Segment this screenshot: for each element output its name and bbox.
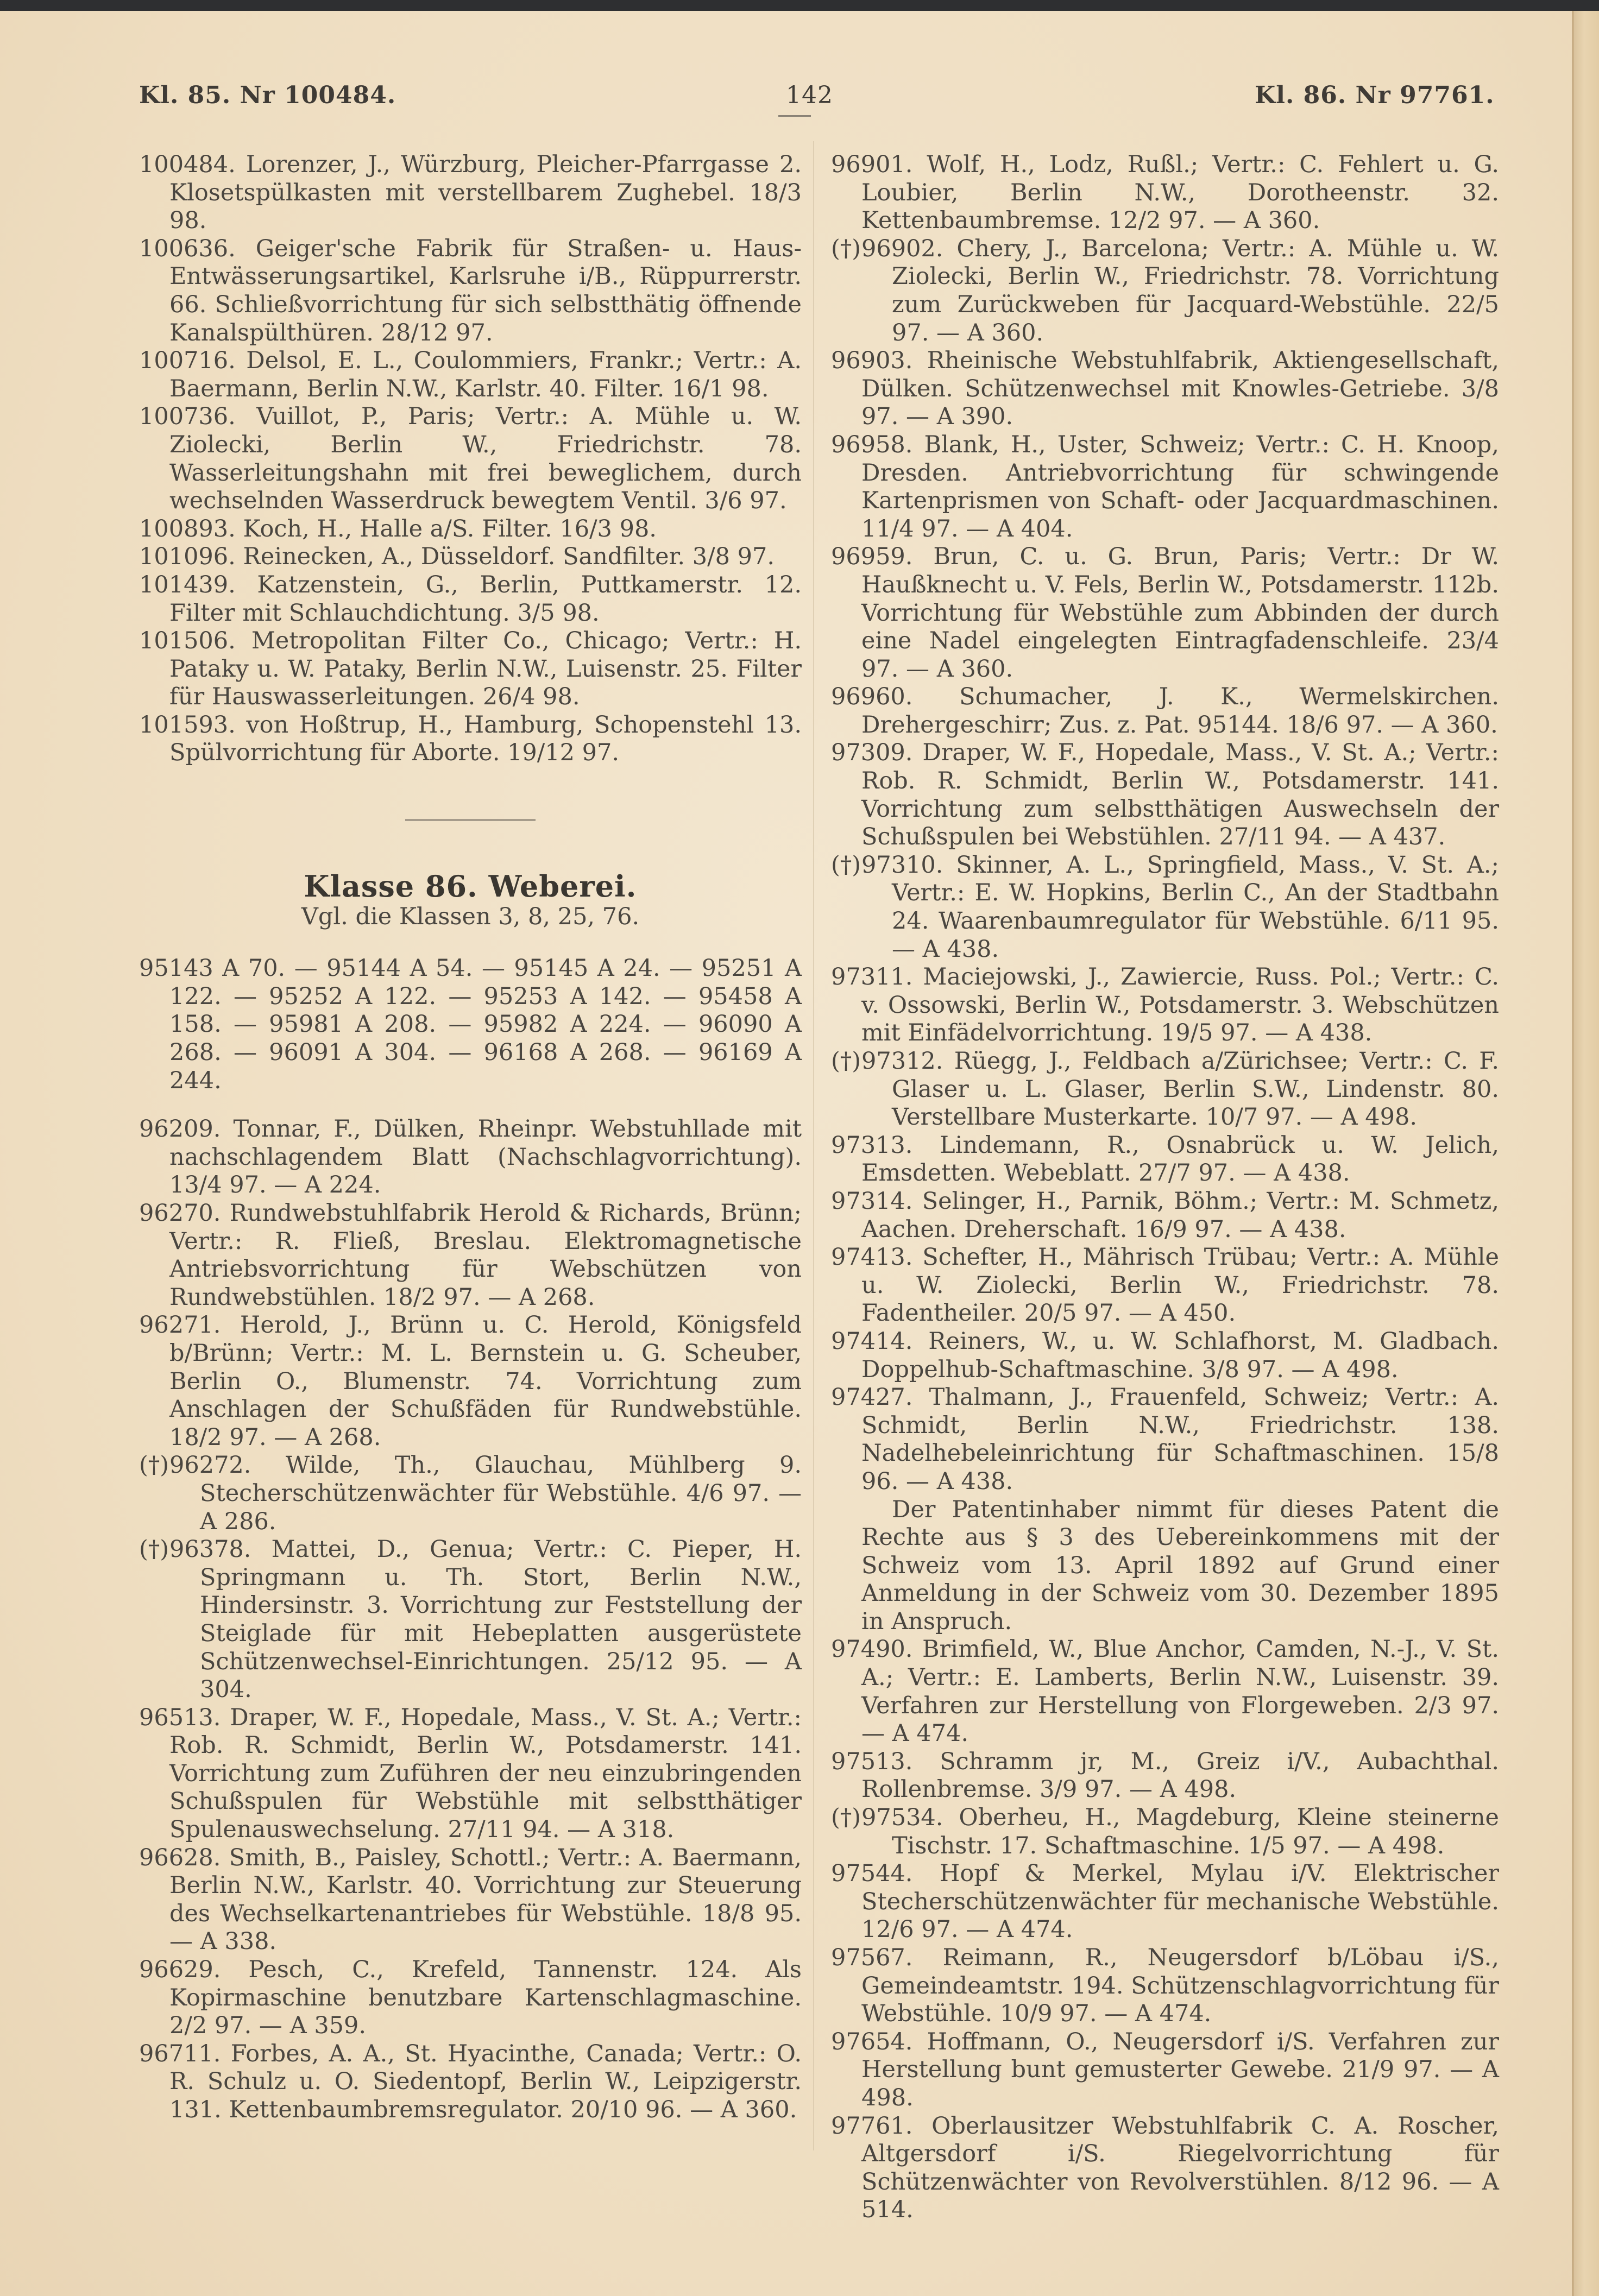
patent-description: Draper, W. F., Hopedale, Mass., V. St. A.; Vertr.: Rob. R. Schmidt, Berlin W., Potsdamerstr. 141. Vorrichtung zum selbstthätigen Auswechseln der Schußspulen bei Webstühlen. 27/11 94. — A 437. bbox=[861, 739, 1499, 851]
patent-number: 100893. bbox=[139, 515, 236, 543]
patent-description: Chery, J., Barcelona; Vertr.: A. Mühle u. W. Ziolecki, Berlin W., Friedrichstr. 78. Vorrichtung zum Zurückweben für Jacquard-Webstühle. 22/5 97. — A 360. bbox=[892, 235, 1499, 346]
patent-number: 96902. bbox=[861, 235, 943, 262]
patent-description: Oberlausitzer Webstuhlfabrik C. A. Roscher, Altgersdorf i/S. Riegelvorrichtung für Schützenwächter von Revolverstühlen. 8/12 96. — A 514. bbox=[861, 2112, 1499, 2224]
patent-entry bbox=[139, 347, 802, 403]
patent-number: 100484. bbox=[139, 151, 236, 178]
patent-entry: (†)97310. Skinner, A. L., Springfield, Mass., V. St. A.; Vertr.: E. W. Hopkins, Berlin C., An der Stadtbahn 24. Waarenbaumregulator für Webstühle. 6/11 95. — A 438. bbox=[831, 851, 1500, 963]
patent-note: Der Patentinhaber nimmt für dieses Patent die Rechte aus § 3 des Uebereinkommens mit der Schweiz vom 13. April 1892 auf Grund einer Anmeldung in der Schweiz vom 30. Dezember 1895 in Anspruch. bbox=[861, 1496, 1499, 1635]
patent-description: Rheinische Webstuhlfabrik, Aktiengesellschaft, Dülken. Schützenwechsel mit Knowles-Getriebe. 3/8 97. — A 390. bbox=[861, 347, 1499, 431]
section-title: Klasse 86. Weberei. bbox=[304, 869, 637, 904]
patent-entry bbox=[139, 571, 802, 627]
patent-number: 97427. bbox=[831, 1384, 913, 1411]
patent-description: Smith, B., Paisley, Schottl.; Vertr.: A. Baermann, Berlin N.W., Karlstr. 40. Vorrichtung zur Steuerung des Wechselkartenantriebes für Webstühle. 18/8 95. — A 338. bbox=[169, 1844, 802, 1956]
patent-description: Herold, J., Brünn u. C. Herold, Königsfeld b/Brünn; Vertr.: M. L. Bernstein u. G. Scheuber, Berlin O., Blumenstr. 74. Vorrichtung zum Anschlagen der Schußfäden für Rundwebstühle. 18/2 97. — A 268. bbox=[169, 1311, 802, 1451]
patent-number: 97414. bbox=[831, 1327, 913, 1355]
patent-entry bbox=[139, 515, 802, 544]
patent-entry bbox=[831, 1636, 1499, 1748]
patent-number: 96958. bbox=[831, 431, 913, 458]
patent-description: Metropolitan Filter Co., Chicago; Vertr.: H. Pataky u. W. Pataky, Berlin N.W., Luisenstr. 25. Filter für Hauswasserleitungen. 26/4 98. bbox=[169, 627, 802, 711]
patent-number: 96711. bbox=[139, 2040, 221, 2067]
patent-number: 97312. bbox=[861, 1048, 943, 1075]
patent-number: 97567. bbox=[831, 1944, 913, 1971]
running-header-left: Kl. 85. Nr 100484. bbox=[139, 81, 396, 109]
patent-number: 101506. bbox=[139, 627, 236, 655]
patent-entry bbox=[139, 1956, 802, 2040]
running-header-right: Kl. 86. Nr 97761. bbox=[1255, 81, 1495, 109]
patent-description: Pesch, C., Krefeld, Tannenstr. 124. Als Kopirmaschine benutzbare Kartenschlagmaschine. 2/2 97. — A 359. bbox=[169, 1956, 802, 2040]
patent-entry bbox=[831, 151, 1499, 235]
class-86-entries-right-after-note bbox=[831, 1636, 1499, 2224]
patent-description: Lorenzer, J., Würzburg, Pleicher-Pfarrgasse 2. Klosetspülkasten mit verstellbarem Zughebel. 18/3 98. bbox=[169, 151, 802, 235]
patent-entry bbox=[139, 711, 802, 767]
patent-number: 97313. bbox=[831, 1131, 913, 1159]
patent-entry: (†)96272. Wilde, Th., Glauchau, Mühlberg 9. Stecherschützenwächter für Webstühle. 4/6 97. — A 286. bbox=[139, 1452, 802, 1535]
class-85-entries bbox=[139, 151, 802, 767]
patent-description: Tonnar, F., Dülken, Rheinpr. Webstuhllade mit nachschlagendem Blatt (Nachschlagvorrichtung). 13/4 97. — A 224. bbox=[169, 1115, 802, 1199]
patent-description: Reiners, W., u. W. Schlafhorst, M. Gladbach. Doppelhub-Schaftmaschine. 3/8 97. — A 498. bbox=[861, 1327, 1499, 1383]
patent-number: 96959. bbox=[831, 543, 913, 571]
patent-number: 96209. bbox=[139, 1115, 221, 1143]
patent-number: 96272. bbox=[169, 1452, 251, 1479]
patent-number: 97310. bbox=[861, 851, 943, 879]
patent-entry bbox=[831, 347, 1499, 431]
patent-entry: (†)97312. Rüegg, J., Feldbach a/Zürichsee; Vertr.: C. F. Glaser u. L. Glaser, Berlin S.W., Lindenstr. 80. Verstellbare Musterkarte. 10/7 97. — A 498. bbox=[831, 1048, 1500, 1131]
column-divider bbox=[813, 141, 814, 2150]
patent-description: Skinner, A. L., Springfield, Mass., V. St. A.; Vertr.: E. W. Hopkins, Berlin C., An der Stadtbahn 24. Waarenbaumregulator für Webstühle. 6/11 95. — A 438. bbox=[892, 851, 1500, 963]
patent-entry bbox=[831, 431, 1499, 543]
section-divider bbox=[405, 819, 536, 821]
patent-number: 97490. bbox=[831, 1636, 913, 1663]
patent-description: Hopf & Merkel, Mylau i/V. Elektrischer Stecherschützenwächter für mechanische Webstühle. 12/6 97. — A 474. bbox=[861, 1860, 1499, 1944]
patent-entry bbox=[139, 2040, 802, 2124]
patent-entry bbox=[831, 683, 1499, 739]
patent-description: Katzenstein, G., Berlin, Puttkamerstr. 12. Filter mit Schlauchdichtung. 3/5 98. bbox=[169, 571, 802, 627]
patent-number: 101439. bbox=[139, 571, 236, 598]
page-number: 142 bbox=[786, 81, 833, 109]
patent-entry: (†)96902. Chery, J., Barcelona; Vertr.: A. Mühle u. W. Ziolecki, Berlin W., Friedrichstr. 78. Vorrichtung zum Zurückweben für Jacquard-Webstühle. 22/5 97. — A 360. bbox=[831, 235, 1499, 346]
patent-entry bbox=[831, 739, 1499, 851]
page-number-rule bbox=[778, 115, 811, 117]
patent-entry bbox=[139, 627, 802, 711]
patent-description: Geiger'sche Fabrik für Straßen- u. Haus-Entwässerungsartikel, Karlsruhe i/B., Rüppurrerstr. 66. Schließvorrichtung für sich selbstthätig öffnende Kanalspülthüren. 28/12 97. bbox=[169, 235, 802, 346]
left-column bbox=[139, 151, 802, 2124]
patent-entry bbox=[139, 403, 802, 515]
class-86-entries-left bbox=[139, 1115, 802, 2124]
patent-entry bbox=[139, 1844, 802, 1956]
patent-description: Delsol, E. L., Coulommiers, Frankr.; Vertr.: A. Baermann, Berlin N.W., Karlstr. 40. Filter. 16/1 98. bbox=[169, 347, 802, 402]
patent-number: 97654. bbox=[831, 2028, 913, 2055]
patent-description: Schramm jr, M., Greiz i/V., Aubachthal. Rollenbremse. 3/9 97. — A 498. bbox=[861, 1748, 1499, 1803]
patent-number: 96378. bbox=[169, 1536, 251, 1563]
section-references: 95143 A 70. — 95144 A 54. — 95145 A 24. — 95251 A 122. — 95252 A 122. — 95253 A 142. — 95458 A 158. — 95981 A 208. — 95982 A 224. — 96090 A 268. — 96091 A 304. — 96168 A 268. — 96169 A 244. bbox=[139, 955, 802, 1094]
patent-entry bbox=[831, 963, 1499, 1048]
patent-entry bbox=[139, 1115, 802, 1200]
patent-description: Schumacher, J. K., Wermelskirchen. Drehergeschirr; Zus. z. Pat. 95144. 18/6 97. — A 360. bbox=[861, 683, 1500, 739]
patent-description: Rundwebstuhlfabrik Herold & Richards, Brünn; Vertr.: R. Fließ, Breslau. Elektromagnetische Antriebsvorrichtung für Webschützen von Rundwebstühlen. 18/2 97. — A 268. bbox=[169, 1200, 802, 1311]
patent-description: Selinger, H., Parnik, Böhm.; Vertr.: M. Schmetz, Aachen. Dreherschaft. 16/9 97. — A 438. bbox=[861, 1187, 1499, 1243]
patent-entry bbox=[831, 2028, 1499, 2112]
patent-description: Reinecken, A., Düsseldorf. Sandfilter. 3/8 97. bbox=[243, 543, 775, 571]
patent-entry bbox=[831, 1860, 1499, 1944]
patent-description: Wolf, H., Lodz, Rußl.; Vertr.: C. Fehlert u. G. Loubier, Berlin N.W., Dorotheenstr. 32. Kettenbaumbremse. 12/2 97. — A 360. bbox=[861, 151, 1499, 235]
patent-entry bbox=[831, 1944, 1499, 2028]
patent-number: 97544. bbox=[831, 1860, 913, 1888]
book-spine-edge bbox=[1572, 11, 1599, 2296]
patent-number: 97314. bbox=[831, 1187, 913, 1215]
patent-entry bbox=[139, 235, 802, 347]
patent-entry bbox=[831, 1188, 1499, 1244]
patent-entry bbox=[139, 151, 802, 235]
patent-entry bbox=[831, 1132, 1499, 1188]
patent-description: Forbes, A. A., St. Hyacinthe, Canada; Vertr.: O. R. Schulz u. O. Siedentopf, Berlin W., Leipzigerstr. 131. Kettenbaumbremsregulator. 20/10 96. — A 360. bbox=[169, 2040, 802, 2123]
patent-entry bbox=[831, 1748, 1499, 1804]
patent-number: 100636. bbox=[139, 235, 236, 262]
patent-description: Wilde, Th., Glauchau, Mühlberg 9. Stecherschützenwächter für Webstühle. 4/6 97. — A 286. bbox=[200, 1452, 802, 1535]
patent-number: 97311. bbox=[831, 963, 913, 991]
patent-description: Maciejowski, J., Zawiercie, Russ. Pol.; Vertr.: C. v. Ossowski, Berlin W., Potsdamerstr. 3. Webschützen mit Einfädelvorrichtung. 19/5 97. — A 438. bbox=[861, 963, 1500, 1047]
patent-description: Reimann, R., Neugersdorf b/Löbau i/S., Gemeindeamtstr. 194. Schützenschlagvorrichtung für Webstühle. 10/9 97. — A 474. bbox=[861, 1944, 1499, 2028]
patent-number: 100736. bbox=[139, 403, 236, 431]
patent-entry bbox=[831, 1244, 1499, 1328]
patent-description: Lindemann, R., Osnabrück u. W. Jelich, Emsdetten. Webeblatt. 27/7 97. — A 438. bbox=[861, 1131, 1499, 1187]
patent-description: Brimfield, W., Blue Anchor, Camden, N.-J., V. St. A.; Vertr.: E. Lamberts, Berlin N.W., Luisenstr. 39. Verfahren zur Herstellung von Florgeweben. 2/3 97. — A 474. bbox=[861, 1636, 1499, 1748]
patent-entry bbox=[831, 543, 1499, 683]
patent-entry bbox=[139, 1311, 802, 1452]
patent-number: 101096. bbox=[139, 543, 236, 571]
patent-number: 97309. bbox=[831, 739, 913, 767]
patent-entry bbox=[139, 1704, 802, 1844]
patent-entry bbox=[139, 1200, 802, 1311]
class-86-entries-right bbox=[831, 151, 1499, 1496]
patent-number: 96629. bbox=[139, 1956, 221, 1984]
patent-number: 101593. bbox=[139, 711, 236, 739]
patent-description: Draper, W. F., Hopedale, Mass., V. St. A.; Vertr.: Rob. R. Schmidt, Berlin W., Potsdamerstr. 141. Vorrichtung zum Zuführen der neu einzubringenden Schußspulen für Webstühle mit selbstthätiger Spulenauswechselung. 27/11 94. — A 318. bbox=[169, 1704, 802, 1844]
patent-description: Mattei, D., Genua; Vertr.: C. Pieper, H. Springmann u. Th. Stort, Berlin N.W., Hindersinstr. 3. Vorrichtung zur Feststellung der Steiglade für mit Hebeplatten ausgerüstete Schützenwechsel-Einrichtungen. 25/12 95. — A 304. bbox=[200, 1536, 802, 1704]
patent-number: 96270. bbox=[139, 1200, 221, 1227]
patent-number: 96901. bbox=[831, 151, 913, 178]
patent-number: 100716. bbox=[139, 347, 236, 375]
patent-number: 97534. bbox=[861, 1804, 943, 1832]
patent-description: Koch, H., Halle a/S. Filter. 16/3 98. bbox=[243, 515, 657, 543]
patent-description: Blank, H., Uster, Schweiz; Vertr.: C. H. Knoop, Dresden. Antriebvorrichtung für schwingende Kartenprismen von Schaft- oder Jacquardmaschinen. 11/4 97. — A 404. bbox=[861, 431, 1499, 543]
patent-number: 96960. bbox=[831, 683, 913, 711]
patent-number: 96271. bbox=[139, 1311, 221, 1339]
patent-number: 96513. bbox=[139, 1704, 221, 1731]
patent-description: Brun, C. u. G. Brun, Paris; Vertr.: Dr W. Haußknecht u. V. Fels, Berlin W., Potsdamerstr. 112b. Vorrichtung für Webstühle zum Abbinden der durch eine Nadel eingelegten Eintragfadenschleife. 23/4 97. — A 360. bbox=[861, 543, 1500, 683]
patent-description: Thalmann, J., Frauenfeld, Schweiz; Vertr.: A. Schmidt, Berlin N.W., Friedrichstr. 138. Nadelhebeleinrichtung für Schaftmaschinen. 15/8 96. — A 438. bbox=[861, 1384, 1499, 1495]
patent-entry: (†)97534. Oberheu, H., Magdeburg, Kleine steinerne Tischstr. 17. Schaftmaschine. 1/5 97. — A 498. bbox=[831, 1804, 1499, 1859]
patent-description: von Hoßtrup, H., Hamburg, Schopenstehl 13. Spülvorrichtung für Aborte. 19/12 97. bbox=[169, 711, 802, 767]
patent-description: Oberheu, H., Magdeburg, Kleine steinerne Tischstr. 17. Schaftmaschine. 1/5 97. — A 498. bbox=[892, 1804, 1499, 1859]
patent-entry bbox=[139, 543, 802, 571]
patent-description: Hoffmann, O., Neugersdorf i/S. Verfahren zur Herstellung bunt gemusterter Gewebe. 21/9 97. — A 498. bbox=[861, 2028, 1499, 2111]
patent-description: Rüegg, J., Feldbach a/Zürichsee; Vertr.: C. F. Glaser u. L. Glaser, Berlin S.W., Lindenstr. 80. Verstellbare Musterkarte. 10/7 97. — A 498. bbox=[892, 1048, 1500, 1131]
right-column bbox=[831, 151, 1499, 2224]
patent-description: Schefter, H., Mährisch Trübau; Vertr.: A. Mühle u. W. Ziolecki, Berlin W., Friedrichstr. 78. Fadentheiler. 20/5 97. — A 450. bbox=[861, 1244, 1500, 1327]
patent-number: 97761. bbox=[831, 2112, 913, 2140]
patent-number: 96628. bbox=[139, 1844, 221, 1871]
patent-entry bbox=[831, 2112, 1499, 2224]
patent-number: 97413. bbox=[831, 1244, 913, 1271]
patent-entry: (†)96378. Mattei, D., Genua; Vertr.: C. Pieper, H. Springmann u. Th. Stort, Berlin N.W., Hindersinstr. 3. Vorrichtung zur Feststellung der Steiglade für mit Hebeplatten ausgerüstete Schützenwechsel-Einrichtungen. 25/12 95. — A 304. bbox=[139, 1536, 802, 1704]
patent-entry bbox=[831, 1384, 1499, 1496]
patent-number: 97513. bbox=[831, 1748, 913, 1775]
section-subtitle: Vgl. die Klassen 3, 8, 25, 76. bbox=[301, 903, 640, 930]
patent-number: 96903. bbox=[831, 347, 913, 375]
patent-entry bbox=[831, 1328, 1499, 1384]
patent-description: Vuillot, P., Paris; Vertr.: A. Mühle u. W. Ziolecki, Berlin W., Friedrichstr. 78. Wasserleitungshahn mit frei beweglichem, durch wechselnden Wasserdruck bewegtem Ventil. 3/6 97. bbox=[169, 403, 802, 515]
